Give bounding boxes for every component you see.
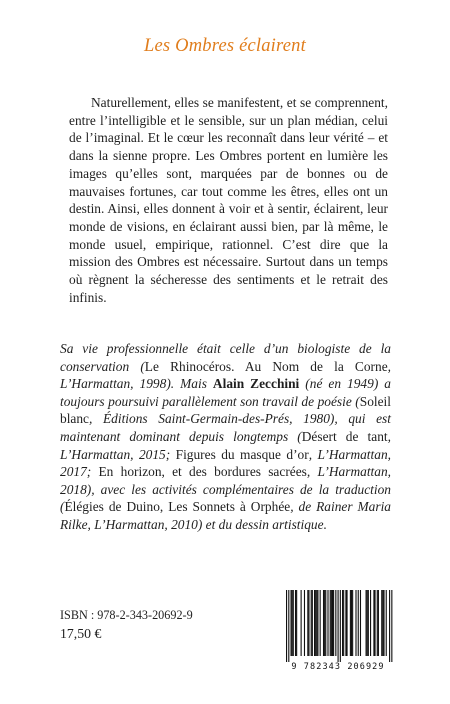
barcode-bar xyxy=(358,590,359,656)
barcode-bar xyxy=(330,590,331,656)
barcode-bar xyxy=(374,590,375,656)
barcode-bar xyxy=(311,590,312,656)
barcode-bar xyxy=(327,590,328,656)
bio-text-6: , L’Harmattan, 2017; xyxy=(60,446,391,480)
barcode-bar xyxy=(346,590,347,656)
barcode-bar xyxy=(324,590,325,656)
barcode-bar xyxy=(355,590,356,656)
barcode-bar xyxy=(351,590,352,656)
barcode-bar xyxy=(315,590,316,656)
barcode-bar xyxy=(333,590,334,656)
barcode-bar xyxy=(383,590,384,656)
barcode-bar xyxy=(295,590,296,656)
barcode-bar xyxy=(316,590,317,656)
barcode-bar xyxy=(312,590,313,656)
barcode-bar xyxy=(340,590,341,662)
barcode-bar xyxy=(343,590,344,656)
blurb-text: Naturellement, elles se manifestent, et se comprennent, entre l’intelligible et le sensible, sur un plan médian, celui de l’imaginal. Et le cœur les reconnaît dans leur vérité – et dans la sienne propre. Les Ombres portent en lumière les images qu’elles sont, marquées par de bonnes ou de mauvaises fortunes, car tout comme les êtres, elles ont un destin. Ainsi, elles donnent à voir et à sentir, éclairent, leur monde de visions, en éclairant aussi bien, par là même, le monde usuel, empirique, rationnel. C’est dire que la mission des Ombres est nécessaire. Surtout dans un temps où règnent la sécheresse des sentiments et le retrait des infinis. xyxy=(69,95,388,305)
barcode-bar xyxy=(338,590,339,662)
book-price: 17,50 € xyxy=(60,626,102,641)
bio-text-8: , de Rainer Maria Rilke, L’Harmattan, 2010) et du dessin artistique. xyxy=(60,499,391,532)
barcode-bar xyxy=(317,590,318,656)
barcode-bar xyxy=(350,590,351,656)
bio-work-figures: Figures du masque d’or xyxy=(175,446,309,462)
barcode xyxy=(282,590,394,672)
barcode-bar xyxy=(367,590,368,656)
bio-work-desert: Désert de tant xyxy=(301,428,388,444)
barcode-bar xyxy=(352,590,353,656)
book-title: Les Ombres éclairent xyxy=(144,36,306,56)
barcode-bar xyxy=(288,590,289,662)
barcode-digits: 9 782343 206929 xyxy=(291,662,385,672)
barcode-bar xyxy=(389,590,390,662)
barcode-bar xyxy=(314,590,315,656)
bio-text-5: , L’Harmattan, 2015; xyxy=(60,428,391,462)
bio-work-rilke: Élégies de Duino, Les Sonnets à Orphée xyxy=(64,499,291,515)
isbn-number: ISBN : 978-2-343-20692-9 xyxy=(60,608,193,622)
barcode-bar xyxy=(378,590,379,656)
barcode-bar xyxy=(331,590,332,656)
barcode-bar xyxy=(320,590,321,656)
barcode-bar xyxy=(345,590,346,656)
barcode-bar xyxy=(382,590,383,656)
bio-work-rhinoceros: Le Rhinocéros. Au Nom de la Corne xyxy=(144,358,388,374)
barcode-bar xyxy=(381,590,382,656)
barcode-bar xyxy=(304,590,305,656)
author-name: Alain Zecchini xyxy=(212,376,300,392)
barcode-bar xyxy=(292,590,293,656)
barcode-bar xyxy=(368,590,369,656)
author-bio xyxy=(60,340,391,534)
bio-work-soleil-blanc: Soleil blanc xyxy=(60,393,391,427)
barcode-bar xyxy=(290,590,291,656)
barcode-bar xyxy=(293,590,294,656)
barcode-bar xyxy=(332,590,333,656)
barcode-bar xyxy=(296,590,297,656)
bio-text-1: Sa vie professionnelle était celle d’un biologiste de la conservation ( xyxy=(60,341,391,374)
barcode-bar xyxy=(342,590,343,656)
bio-text-3: (né en 1949) a toujours poursuivi parallèlement son travail de poésie ( xyxy=(60,376,391,409)
barcode-bar xyxy=(366,590,367,656)
back-cover-blurb xyxy=(69,94,388,306)
barcode-bar xyxy=(373,590,374,656)
bio-text-7: , L’Harmattan, 2018), avec les activités complémentaires de la traduction ( xyxy=(60,464,391,515)
barcode-bar xyxy=(370,590,371,656)
barcode-bar xyxy=(377,590,378,656)
bio-text-2: , L’Harmattan, 1998). Mais xyxy=(60,358,391,392)
barcode-bar xyxy=(391,590,392,662)
bio-text-4: , Éditions Saint-Germain-des-Prés, 1980), qui est maintenant dominant depuis longtemps ( xyxy=(60,411,391,444)
barcode-bars-icon xyxy=(282,590,394,662)
barcode-bar xyxy=(325,590,326,656)
bio-work-horizon: En horizon, et des bordures sacrées xyxy=(98,464,307,480)
barcode-bar xyxy=(386,590,387,656)
barcode-bar xyxy=(323,590,324,656)
barcode-bar xyxy=(301,590,302,656)
barcode-bar xyxy=(335,590,336,656)
barcode-bar xyxy=(360,590,361,656)
barcode-bar xyxy=(308,590,309,656)
barcode-bar xyxy=(307,590,308,656)
barcode-bar xyxy=(286,590,287,662)
